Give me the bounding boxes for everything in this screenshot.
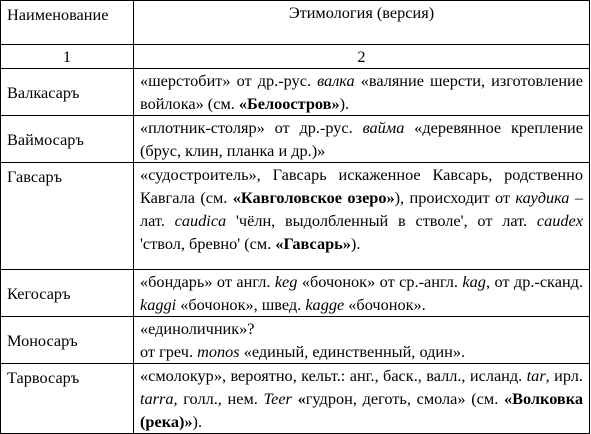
text-segment: «бочонок» от ср.-англ. — [297, 272, 463, 291]
text-segment: «плотник-столяр» от др.-рус. — [140, 118, 363, 137]
row-name-cell — [1, 163, 134, 270]
text-segment: «смолокур», вероятно, кельт.: анг., баск., валл., исланд. — [140, 366, 527, 385]
text-segment: валка — [317, 71, 355, 90]
column-number-1: 1 — [1, 45, 134, 69]
text-segment: « — [291, 389, 306, 408]
row-name-cell — [1, 270, 134, 317]
text-segment: – лат. — [140, 188, 583, 230]
row-name: Валкасаръ — [7, 82, 80, 102]
table-row — [1, 270, 590, 317]
row-name: Моносаръ — [7, 330, 78, 350]
text-segment: «валяние шерсти, изготовление войлока» (см. — [140, 71, 583, 113]
text-segment: Teer — [263, 389, 292, 408]
column-number-2: 2 — [134, 45, 590, 69]
text-segment: 'ствол, бревно' (см. — [140, 234, 276, 253]
row-name-cell — [1, 116, 134, 163]
text-segment: «единый, единственный, один». — [239, 342, 466, 361]
row-name-cell — [1, 364, 134, 434]
row-name: Кегосаръ — [7, 283, 71, 303]
text-segment: вайма — [362, 118, 405, 137]
row-etymology-cell — [134, 270, 590, 317]
text-segment: «Гавсарь» — [275, 234, 351, 253]
text-segment: «Волковка (река)» — [140, 389, 583, 431]
text-segment: caudica — [174, 211, 227, 230]
text-segment: «Кавголовское озеро» — [232, 188, 395, 207]
text-segment: «судостроитель», Гавсарь искаженное Кавсарь, родственно Кавгала (см. — [140, 165, 583, 207]
text-segment: от греч. — [140, 342, 198, 361]
text-segment: tarra — [140, 389, 174, 408]
text-segment: «деревянное крепление (брус, клин, планка и др.)» — [140, 118, 583, 160]
row-name: Тарвосаръ — [7, 368, 80, 387]
text-segment: keg — [274, 272, 298, 291]
table-row — [1, 163, 590, 270]
text-segment: caudex — [536, 211, 583, 230]
text-segment: , от др.-сканд. — [485, 272, 584, 291]
text-segment: «Белоостров» — [238, 94, 340, 113]
text-segment: 'чёлн, выдолбленный в стволе', от лат. — [226, 211, 537, 230]
row-etymology-cell — [134, 69, 590, 116]
header-name: Наименование — [7, 5, 109, 24]
text-segment: tar — [526, 366, 546, 385]
row-name: Ваймосаръ — [7, 129, 84, 149]
row-etymology-cell — [134, 364, 590, 434]
text-segment: ). — [339, 94, 350, 113]
text-segment: гудрон, деготь, смола» — [305, 389, 466, 408]
text-segment: «единоличник»? — [140, 319, 255, 338]
text-segment: ). — [192, 412, 203, 431]
table-row — [1, 364, 590, 434]
text-segment: «шерстобит» от др.-рус. — [140, 71, 318, 90]
header-name-cell — [1, 1, 134, 45]
header-etymology-cell — [134, 1, 590, 45]
text-segment: (см. — [465, 389, 504, 408]
text-segment: ). — [350, 234, 361, 253]
row-name-cell — [1, 69, 134, 116]
text-segment: каудика — [515, 188, 570, 207]
row-etymology-cell — [134, 163, 590, 270]
header-etymology: Этимология (версия) — [288, 3, 435, 22]
text-segment: «бочонок», швед. — [176, 295, 306, 314]
table-row — [1, 116, 590, 163]
text-segment: , ирл. — [545, 366, 583, 385]
text-segment: , голл., нем. — [173, 389, 264, 408]
row-etymology-cell — [134, 116, 590, 163]
text-segment: kag — [462, 272, 486, 291]
row-name: Гавсаръ — [7, 167, 63, 186]
text-segment: monos — [197, 342, 240, 361]
row-name-cell — [1, 317, 134, 364]
text-segment: ), происходит от — [394, 188, 516, 207]
table-row — [1, 317, 590, 364]
text-segment: kaggi — [140, 295, 177, 314]
table-row — [1, 69, 590, 116]
text-segment: «бочонок». — [344, 295, 426, 314]
text-segment: «бондарь» от англ. — [140, 272, 275, 291]
row-etymology-cell — [134, 317, 590, 364]
text-segment: kagge — [305, 295, 345, 314]
